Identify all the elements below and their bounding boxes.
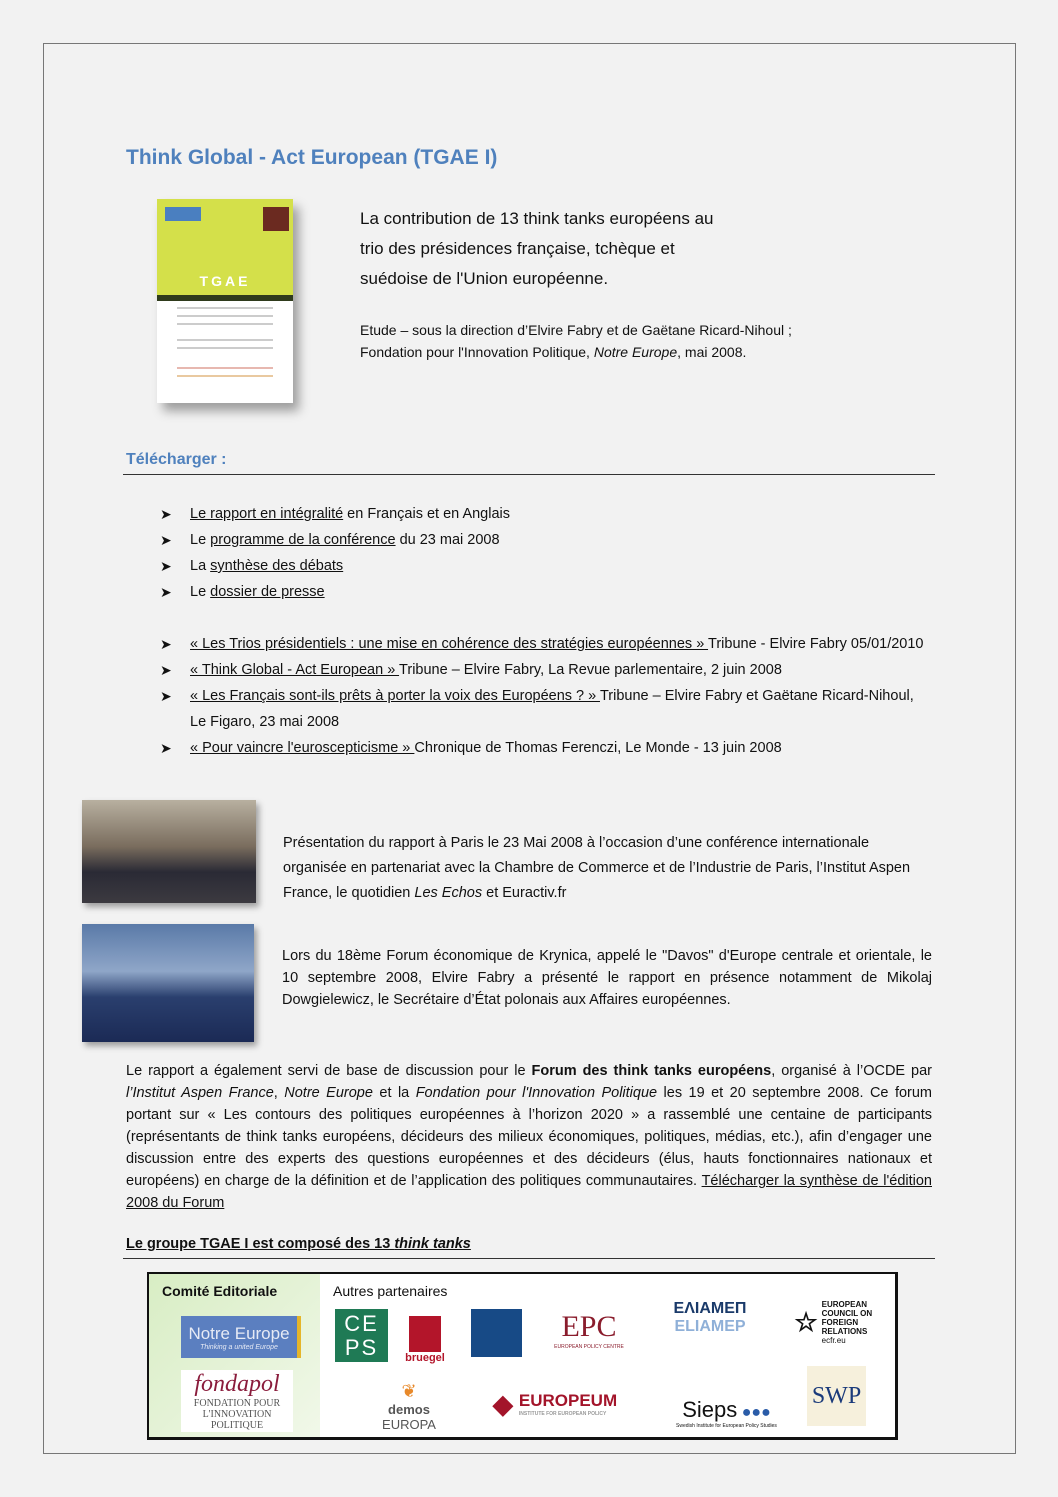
divider	[123, 1258, 935, 1259]
text-run: Tribune - Elvire Fabry 05/01/2010	[708, 636, 924, 652]
text-run: les 19 et 20 septembre 2008. Ce forum portant sur « Les contours des politiques européennes à l’horizon 2020 » a rassemblé une centaine de participants (représentants de think tanks européens, décideurs des milieux économiques, politiques, médias, etc.), afin d’engager une discussion entre des experts des questions européennes et des décideurs (élus, hauts fonctionnaires nationaux et européens) en charge de la définition et de l’application des politiques communautaires.	[126, 1085, 933, 1189]
text-run: l’Institut Aspen France	[126, 1085, 274, 1101]
text-run: et Euractiv.fr	[482, 885, 567, 901]
report-credits	[360, 319, 900, 363]
text-run: Le groupe TGAE I est composé des 13	[126, 1236, 395, 1252]
text-run: Présentation du rapport à Paris le 23 Mai 2008 à l’occasion d’une conférence internationale organisée en partenariat avec la Chambre de Commerce et de l’Industrie de Paris, l’Institut Aspen France, le quotidien	[283, 835, 911, 901]
rich-text	[190, 688, 914, 730]
text-run: Tribune – Elvire Fabry, La Revue parlementaire, 2 juin 2008	[399, 662, 782, 678]
arrow-bullet-icon: ➤	[160, 532, 172, 548]
text-run: , organisé à l’OCDE par	[771, 1063, 933, 1079]
fondapol-logo: fondapol FONDATION POUR L'INNOVATION POLITIQUE	[181, 1370, 293, 1432]
text-run: Le rapport a également servi de base de discussion pour le	[126, 1063, 532, 1079]
conference-photo-krynica	[82, 924, 254, 1042]
document-link[interactable]: Télécharger la synthèse de l'édition 2008 du Forum	[126, 1173, 932, 1211]
arrow-bullet-icon: ➤	[160, 662, 172, 678]
star-icon: ☆	[794, 1306, 818, 1337]
eliamep-logo: ΕΛΙΑΜΕΠ ELIAMEP	[673, 1300, 747, 1335]
notre-europe-logo: Notre Europe Thinking a united Europe	[181, 1316, 301, 1358]
diamond-icon: ◆	[492, 1388, 513, 1419]
list-item	[160, 683, 930, 735]
text-run: du 23 mai 2008	[395, 532, 500, 548]
text-run: en Français et en Anglais	[343, 506, 511, 522]
list-item	[160, 527, 930, 553]
document-link[interactable]: « Pour vaincre l'euroscepticisme »	[190, 740, 415, 756]
editorial-label: Comité Editoriale	[162, 1283, 278, 1299]
download-heading: Télécharger :	[126, 451, 227, 468]
europeum-logo: ◆ EUROPEUM INSTITUTE FOR EUROPEAN POLICY	[492, 1388, 618, 1419]
rich-text	[190, 662, 782, 678]
demos-europa-logo: ❦ demos EUROPA	[382, 1380, 436, 1432]
list-item	[160, 501, 930, 527]
text-run: Etude – sous la direction d’Elvire Fabry et de Gaëtane Ricard-Nihoul ;	[360, 322, 792, 338]
rich-text	[190, 558, 343, 574]
text-run: Forum des think tanks européens	[531, 1063, 772, 1079]
ceps-logo: CEPS	[335, 1309, 388, 1362]
group-heading	[126, 1236, 471, 1252]
intro-line: La contribution de 13 think tanks européens au	[360, 209, 714, 228]
document-link[interactable]: « Les Français sont-ils prêts à porter la voix des Européens ? »	[190, 688, 600, 704]
list-item	[160, 657, 930, 683]
forum-text	[126, 1060, 932, 1214]
arrow-bullet-icon: ➤	[160, 558, 172, 574]
text-run: think tanks	[394, 1236, 471, 1252]
rich-text	[190, 532, 500, 548]
text-run: , mai 2008.	[677, 344, 747, 360]
text-run: La	[190, 558, 211, 574]
document-link[interactable]: programme de la conférence	[210, 532, 396, 548]
report-cover-image[interactable]	[157, 199, 293, 403]
arrow-bullet-icon: ➤	[160, 636, 172, 652]
divider	[123, 474, 935, 475]
leaf-icon: ❦	[401, 1380, 417, 1401]
page-title: Think Global - Act European (TGAE I)	[126, 146, 498, 169]
text-run: Le	[190, 584, 211, 600]
conference-photo-paris	[82, 800, 256, 903]
institute-logo	[471, 1309, 522, 1357]
document-link[interactable]: « Think Global - Act European »	[190, 662, 400, 678]
text-run: Notre Europe	[593, 344, 678, 360]
download-list	[160, 501, 930, 761]
text-run: ,	[273, 1085, 285, 1101]
text-run: Fondation pour l'Innovation Politique,	[360, 344, 594, 360]
document-link[interactable]: synthèse des débats	[210, 558, 344, 574]
list-item	[160, 631, 930, 657]
text-run: Tribune – Elvire Fabry et Gaëtane Ricard-Nihoul, Le Figaro, 23 mai 2008	[190, 688, 914, 730]
text-run: Fondation pour l'Innovation Politique	[415, 1085, 658, 1101]
text-run: Lors du 18ème Forum économique de Krynica, appelé le "Davos" d'Europe centrale et orientale, le 10 septembre 2008, Elvire Fabry a présenté le rapport en présence notamment de Mikolaj Dowgielewicz, le Secrétaire d’État polonais aux Affaires européennes.	[282, 948, 932, 1008]
bruegel-logo: bruegel	[402, 1306, 448, 1364]
partners-label: Autres partenaires	[333, 1283, 448, 1299]
text-run: Les Echos	[414, 885, 483, 901]
swp-logo: SWP	[807, 1366, 866, 1426]
rich-text	[190, 506, 510, 522]
text-run: Chronique de Thomas Ferenczi, Le Monde - 13 juin 2008	[414, 740, 782, 756]
arrow-bullet-icon: ➤	[160, 688, 172, 704]
cover-title: TGAE	[199, 273, 251, 289]
rich-text	[190, 636, 924, 652]
partners-box	[147, 1272, 898, 1440]
intro-line: trio des présidences française, tchèque et	[360, 239, 675, 258]
epc-logo: EPC EUROPEAN POLICY CENTRE	[554, 1310, 624, 1350]
document-link[interactable]: Le rapport en intégralité	[190, 506, 344, 522]
document-link[interactable]: dossier de presse	[210, 584, 325, 600]
arrow-bullet-icon: ➤	[160, 584, 172, 600]
krynica-text	[282, 945, 932, 1011]
text-run: et la	[372, 1085, 416, 1101]
ecfr-logo: ☆ EUROPEAN COUNCIL ON FOREIGN RELATIONS ecfr.eu	[794, 1299, 873, 1345]
text-run: Le	[190, 532, 211, 548]
arrow-bullet-icon: ➤	[160, 740, 172, 756]
rich-text	[190, 740, 782, 756]
document-link[interactable]: « Les Trios présidentiels : une mise en cohérence des stratégies européennes »	[190, 636, 709, 652]
arrow-bullet-icon: ➤	[160, 506, 172, 522]
rich-text	[190, 584, 325, 600]
list-item	[160, 735, 930, 761]
text-run: Notre Europe	[284, 1085, 373, 1101]
sieps-logo: Sieps ●●● Swedish Institute for European Policy Studies	[676, 1397, 777, 1429]
list-item	[160, 553, 930, 579]
presentation-text	[283, 831, 923, 906]
report-subtitle	[360, 204, 800, 294]
list-item	[160, 579, 930, 605]
intro-line: suédoise de l'Union européenne.	[360, 269, 609, 288]
